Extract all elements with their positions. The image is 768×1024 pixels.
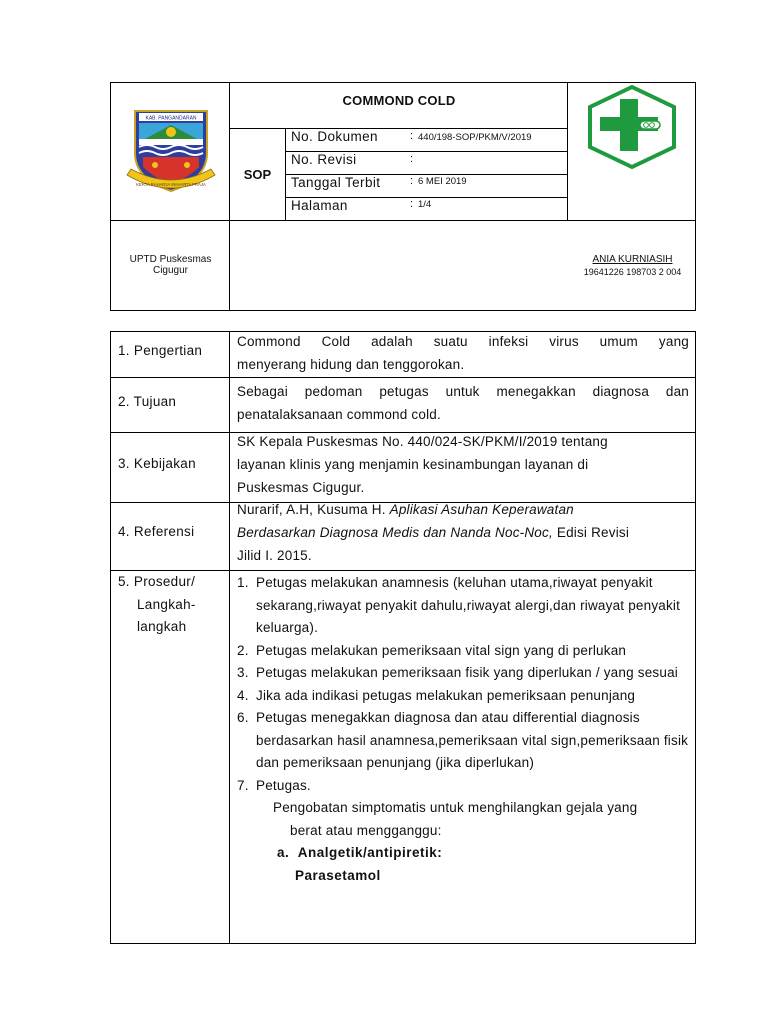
meta-value-no-dokumen: 440/198-SOP/PKM/V/2019	[418, 132, 532, 143]
label-line: langkah	[137, 619, 187, 634]
label-line: 5. Prosedur/	[118, 574, 196, 589]
row-content-tujuan	[237, 380, 689, 426]
divider	[111, 377, 695, 378]
sub-item-title: Analgetik/antipiretik:	[297, 845, 443, 860]
divider	[111, 220, 695, 221]
step-number: 3.	[237, 665, 249, 680]
divider	[111, 570, 695, 571]
text-line: Jilid I. 2015.	[237, 548, 312, 563]
svg-text:KAB. PANGANDARAN: KAB. PANGANDARAN	[145, 115, 197, 122]
procedure-list	[237, 572, 689, 887]
row-label-pengertian: 1. Pengertian	[118, 343, 203, 358]
meta-value-tanggal-terbit: 6 MEI 2019	[418, 176, 467, 187]
divider	[229, 83, 230, 311]
reference-title: Aplikasi Asuhan Keperawatan	[389, 502, 574, 517]
row-label-kebijakan: 3. Kebijakan	[118, 456, 196, 471]
row-label-tujuan: 2. Tujuan	[118, 394, 177, 409]
text-line: menyerang hidung dan tenggorokan.	[237, 357, 465, 372]
text-line: penatalaksanaan commond cold.	[237, 407, 441, 422]
treatment-text: berat atau mengganggu:	[290, 822, 442, 838]
row-content-referensi	[237, 498, 689, 567]
step-text: Jika ada indikasi petugas melakukan pemeriksaan penunjang	[256, 687, 636, 703]
list-item	[237, 640, 689, 663]
meta-colon: :	[410, 130, 414, 142]
institution-name: UPTD Puskesmas Cigugur	[129, 254, 212, 276]
meta-label-no-dokumen: No. Dokumen	[291, 129, 378, 144]
text-line: Puskesmas Cigugur.	[237, 480, 365, 495]
drug-name: Parasetamol	[295, 867, 381, 883]
step-text: Petugas melakukan pemeriksaan fisik yang diperlukan / yang sesuai	[256, 665, 678, 680]
meta-label-tanggal-terbit: Tanggal Terbit	[291, 175, 381, 190]
signatory-name: ANIA KURNIASIH	[592, 254, 673, 265]
row-content-kebijakan	[237, 430, 689, 499]
step-text: Petugas menegakkan diagnosa dan atau differential diagnosis berdasarkan hasil anamnesa,pemeriksaan vital sign,pemeriksaan fisik dan pemeriksaan penunjang (jika diperlukan)	[256, 710, 689, 770]
row-label-referensi: 4. Referensi	[118, 524, 195, 539]
step-text: Petugas.	[256, 777, 311, 793]
list-item	[237, 572, 689, 640]
list-item	[237, 707, 689, 775]
meta-colon: :	[410, 175, 414, 187]
step-number: 1.	[237, 575, 249, 590]
step-number: 4.	[237, 687, 249, 703]
list-item	[237, 775, 689, 798]
pangandaran-emblem-logo	[125, 105, 217, 197]
signatory-nip: 19641226 198703 2 004	[583, 267, 682, 277]
reference-author: Nurarif, A.H, Kusuma H.	[237, 502, 386, 517]
meta-colon: :	[410, 153, 414, 165]
text-line: Commond Cold adalah suatu infeksi virus umum yang	[237, 334, 689, 349]
sop-header-table	[110, 82, 696, 311]
text-line: Sebagai pedoman petugas untuk menegakkan diagnosa dan	[237, 384, 689, 399]
divider	[285, 129, 286, 221]
puskesmas-logo	[586, 85, 678, 169]
row-label-prosedur	[118, 571, 196, 639]
text-line	[237, 521, 689, 544]
step-number: 2.	[237, 642, 249, 658]
meta-colon: :	[410, 198, 414, 210]
list-item	[237, 662, 689, 685]
meta-label-no-revisi: No. Revisi	[291, 152, 357, 167]
step-number: 6.	[237, 710, 249, 725]
reference-edition: Edisi Revisi	[556, 525, 630, 540]
divider	[229, 128, 567, 129]
label-line: Langkah-	[137, 596, 196, 612]
divider	[229, 332, 230, 943]
step-text: Petugas melakukan pemeriksaan vital sign yang di perlukan	[256, 642, 627, 658]
svg-text:KERTA RAHARJA MAHARTA PRAJA: KERTA RAHARJA MAHARTA PRAJA	[136, 182, 206, 187]
reference-title: Berdasarkan Diagnosa Medis dan Nanda Noc-Noc,	[237, 525, 553, 540]
list-item	[237, 685, 689, 708]
text-line	[237, 498, 689, 521]
sub-item-letter: a.	[277, 845, 290, 860]
meta-label-halaman: Halaman	[291, 198, 348, 213]
sop-label: SOP	[243, 167, 272, 182]
text-line: layanan klinis yang menjamin kesinambungan layanan di	[237, 457, 589, 472]
step-number: 7.	[237, 777, 249, 793]
row-content-pengertian	[237, 330, 689, 376]
sop-content-table	[110, 331, 696, 944]
document-title: COMMOND COLD	[342, 93, 456, 108]
meta-value-halaman: 1/4	[418, 199, 432, 210]
treatment-text: Pengobatan simptomatis untuk menghilangkan gejala yang	[273, 800, 638, 815]
step-text: Petugas melakukan anamnesis (keluhan utama,riwayat penyakit sekarang,riwayat penyakit dahulu,riwayat alergi,dan riwayat penyakit keluarga).	[256, 575, 681, 635]
sub-item-a	[237, 842, 689, 865]
text-line: SK Kepala Puskesmas No. 440/024-SK/PKM/I/2019 tentang	[237, 434, 608, 449]
